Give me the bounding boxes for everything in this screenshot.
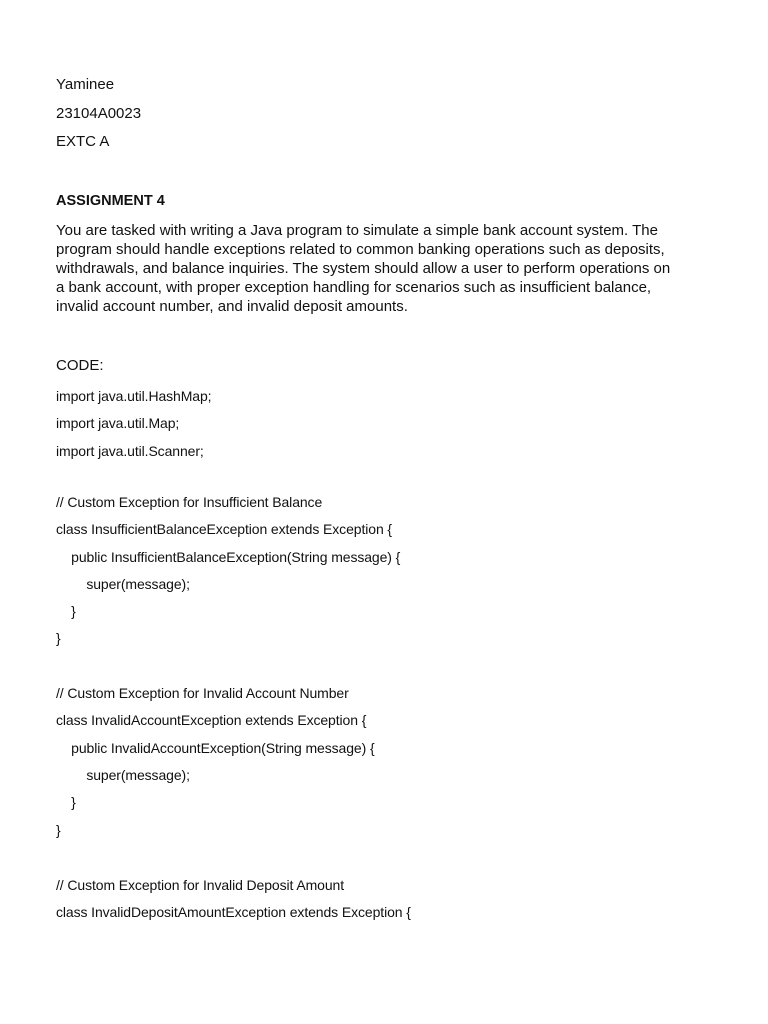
- code-line: public InvalidAccountException(String message) {: [56, 740, 375, 756]
- student-name: Yaminee: [56, 76, 115, 93]
- assignment-title: ASSIGNMENT 4: [56, 193, 165, 209]
- code-comment: // Custom Exception for Invalid Account Number: [56, 685, 349, 701]
- description-line: program should handle exceptions related to common banking operations such as deposits,: [56, 241, 665, 258]
- class-division: EXTC A: [56, 133, 110, 150]
- code-label: CODE:: [56, 357, 104, 374]
- description-line: invalid account number, and invalid deposit amounts.: [56, 298, 408, 315]
- code-line: import java.util.HashMap;: [56, 388, 212, 404]
- description-line: You are tasked with writing a Java program to simulate a simple bank account system. The: [56, 222, 658, 239]
- assignment-description: [56, 221, 696, 316]
- roll-number: 23104A0023: [56, 105, 142, 122]
- code-line: }: [56, 794, 76, 810]
- code-line: import java.util.Scanner;: [56, 443, 204, 459]
- code-line: super(message);: [56, 767, 190, 783]
- code-line: import java.util.Map;: [56, 415, 180, 431]
- code-line: public InsufficientBalanceException(String message) {: [56, 549, 401, 565]
- description-line: a bank account, with proper exception handling for scenarios such as insufficient balance,: [56, 279, 652, 296]
- code-line: class InvalidAccountException extends Exception {: [56, 712, 367, 728]
- code-comment: // Custom Exception for Insufficient Balance: [56, 494, 323, 510]
- description-line: withdrawals, and balance inquiries. The system should allow a user to perform operations on: [56, 260, 671, 277]
- code-comment: // Custom Exception for Invalid Deposit Amount: [56, 877, 344, 893]
- code-line: class InsufficientBalanceException extends Exception {: [56, 521, 392, 537]
- code-line: }: [56, 822, 61, 838]
- code-line: }: [56, 630, 61, 646]
- code-line: }: [56, 603, 76, 619]
- code-line: class InvalidDepositAmountException extends Exception {: [56, 904, 411, 920]
- code-line: super(message);: [56, 576, 190, 592]
